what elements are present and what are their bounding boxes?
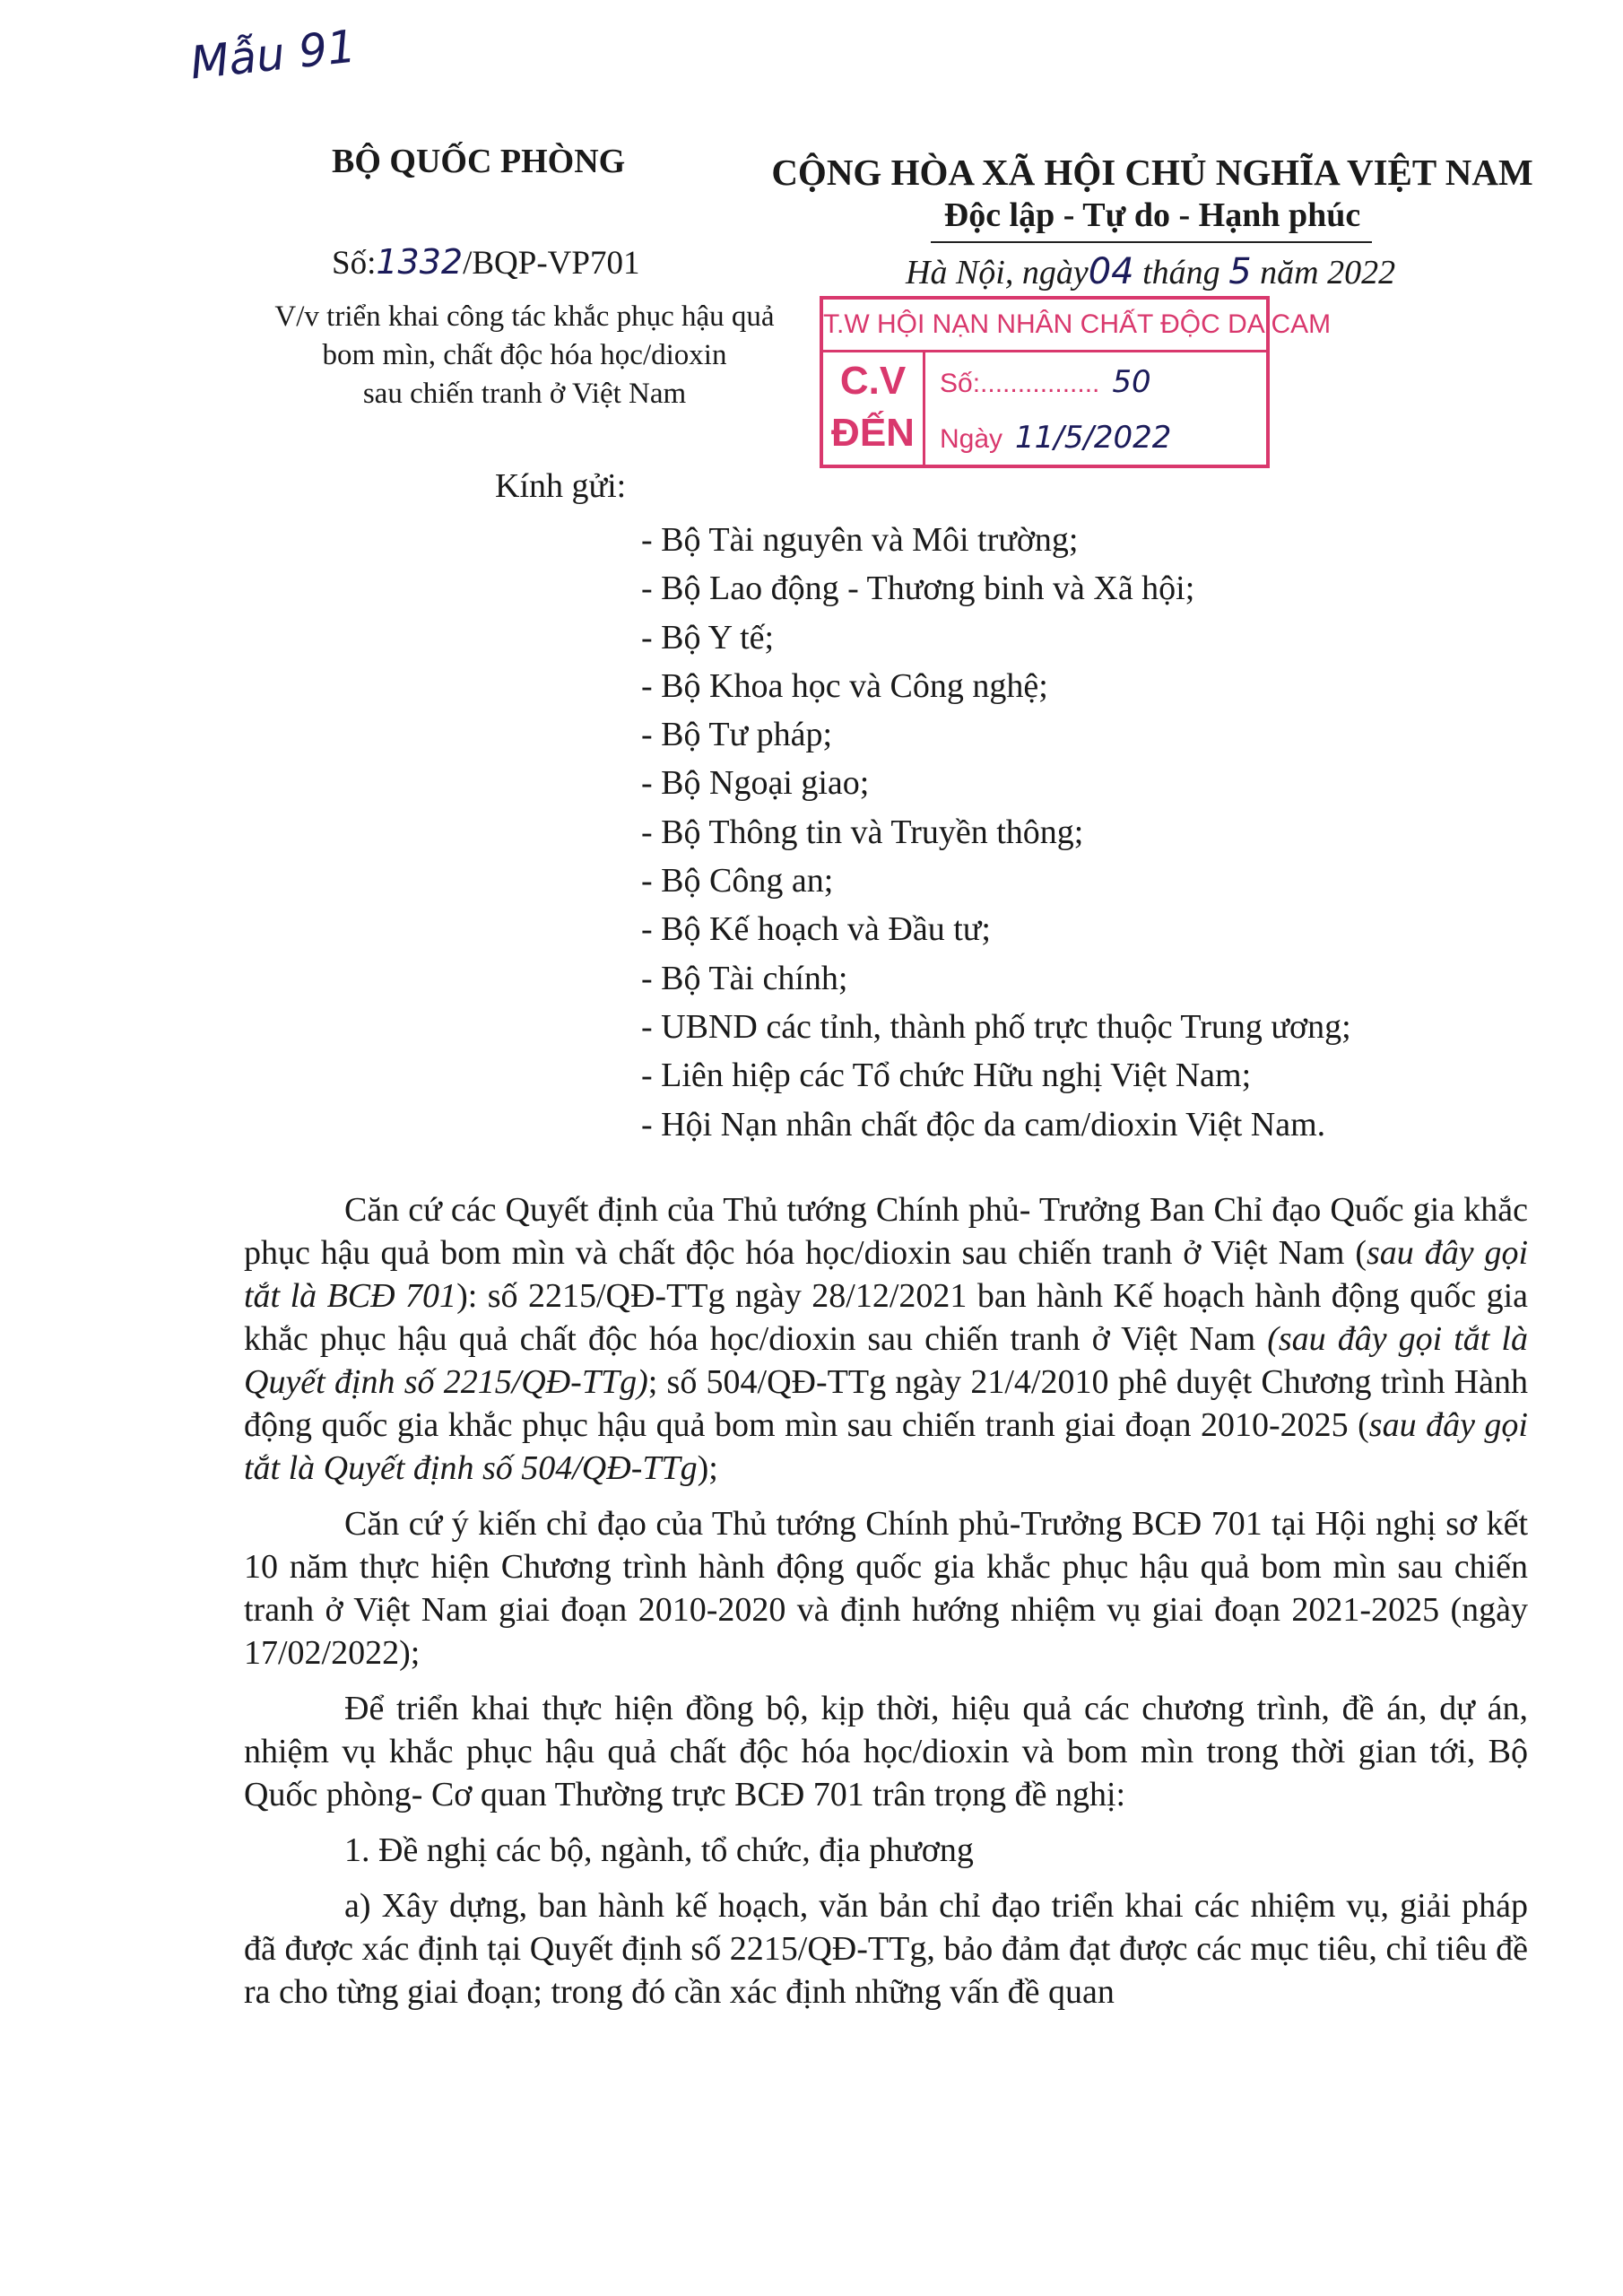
stamp-den-label: ĐẾN (831, 411, 915, 455)
stamp-date-row (940, 420, 1171, 456)
body-paragraph-directive: Căn cứ ý kiến chỉ đạo của Thủ tướng Chính phủ-Trưởng BCĐ 701 tại Hội nghị sơ kết 10 năm thực hiện Chương trình hành động quốc gia khắc phục hậu quả bom mìn sau chiến tranh ở Việt Nam giai đoạn 2010-2020 và định hướng nhiệm vụ giai đoạn 2021-2025 (ngày 17/02/2022); (244, 1505, 1528, 1672)
italic-run: (sau đây gọi tắt là Quyết định số 2215/QĐ-TTg) (244, 1320, 1528, 1401)
recipient-item: - Bộ Ngoại giao; (641, 764, 870, 803)
recipient-item: - Hội Nạn nhân chất độc da cam/dioxin Việt Nam. (641, 1105, 1326, 1144)
date-month-word: tháng (1142, 254, 1220, 291)
document-number (332, 242, 639, 283)
document-number-handwritten: 1332 (376, 242, 464, 282)
handwritten-corner-note: Mẫu 91 (187, 20, 359, 90)
stamp-date-value: 11/5/2022 (1015, 420, 1172, 456)
text-run: ); (697, 1449, 718, 1487)
issuing-organization: BỘ QUỐC PHÒNG (332, 143, 626, 180)
recipient-item: - Bộ Khoa học và Công nghệ; (641, 666, 1048, 705)
subject-line: sau chiến tranh ở Việt Nam (362, 378, 687, 410)
recipient-item: - Bộ Lao động - Thương binh và Xã hội; (641, 570, 1195, 608)
date-year: năm 2022 (1260, 254, 1396, 291)
italic-run: sau đây gọi tắt là BCĐ 701 (244, 1234, 1529, 1315)
italic-run: sau đây gọi tắt là Quyết định số 504/QĐ-TTg (244, 1406, 1528, 1487)
motto-underline (931, 241, 1372, 243)
recipient-item: - Liên hiệp các Tổ chức Hữu nghị Việt Nam; (641, 1057, 1252, 1095)
text-run: ; số 504/QĐ-TTg ngày 21/4/2010 phê duyệt Chương trình Hành động quốc gia khắc phục hậu quả bom mìn sau chiến tranh giai đoạn 2010-2025 ( (244, 1363, 1528, 1444)
stamp-cv-den (823, 350, 925, 466)
recipient-item: - Bộ Tài chính; (641, 959, 848, 997)
date-month-handwritten: 5 (1228, 251, 1252, 292)
subject-line: bom mìn, chất độc hóa học/dioxin (322, 339, 727, 371)
recipient-item: - Bộ Thông tin và Truyền thông; (641, 813, 1084, 851)
national-motto: Độc lập - Tự do - Hạnh phúc (943, 196, 1361, 234)
stamp-number-row (940, 364, 1151, 400)
stamp-header: T.W HỘI NẠN NHÂN CHẤT ĐỘC DA CAM (823, 300, 1266, 352)
document-body (244, 1188, 1528, 2026)
stamp-number-value: 50 (1112, 364, 1151, 400)
recipient-item: - Bộ Kế hoạch và Đầu tư; (641, 910, 991, 949)
text-run: Căn cứ các Quyết định của Thủ tướng Chính phủ- Trưởng Ban Chỉ đạo Quốc gia khắc phục hậu quả bom mìn và chất độc hóa học/dioxin sau chiến tranh ở Việt Nam ( (244, 1191, 1528, 1272)
body-paragraph-item-a: a) Xây dựng, ban hành kế hoạch, văn bản chỉ đạo triển khai các nhiệm vụ, giải pháp đã được xác định tại Quyết định số 2215/QĐ-TTg, bảo đảm đạt được các mục tiêu, chỉ tiêu đề ra cho từng giai đoạn; trong đó cần xác định những vấn đề quan (244, 1887, 1528, 2011)
recipient-item: - Bộ Công an; (641, 862, 834, 900)
recipient-item: - Bộ Tài nguyên và Môi trường; (641, 521, 1079, 559)
stamp-date-label: Ngày (940, 424, 1003, 454)
stamp-number-label: Số:................ (940, 369, 1100, 398)
document-subject (242, 298, 807, 413)
received-stamp (820, 296, 1332, 468)
recipient-item: - Bộ Y tế; (641, 618, 775, 657)
greeting: Kính gửi: (495, 467, 627, 505)
body-paragraph-request: Để triển khai thực hiện đồng bộ, kịp thời, hiệu quả các chương trình, đề án, dự án, nhiệm vụ khắc phục hậu quả chất độc hóa học/dioxin và bom mìn trong thời gian tới, Bộ Quốc phòng- Cơ quan Thường trực BCĐ 701 trân trọng đề nghị: (244, 1690, 1528, 1813)
document-number-suffix: /BQP-VP701 (463, 245, 640, 282)
place-and-date (906, 251, 1395, 292)
body-paragraph-legal-basis (244, 1188, 1528, 1490)
date-prefix: Hà Nội, ngày (906, 254, 1089, 291)
national-title: CỘNG HÒA XÃ HỘI CHỦ NGHĨA VIỆT NAM (771, 152, 1533, 193)
recipient-item: - Bộ Tư pháp; (641, 716, 833, 754)
date-day-handwritten: 04 (1088, 251, 1134, 292)
subject-line: V/v triển khai công tác khắc phục hậu quả (274, 300, 775, 333)
body-section-heading: 1. Đề nghị các bộ, ngành, tổ chức, địa phương (344, 1831, 974, 1869)
recipient-item: - UBND các tỉnh, thành phố trực thuộc Trung ương; (641, 1007, 1351, 1046)
document-number-prefix: Số: (332, 245, 377, 282)
recipient-list (641, 516, 1351, 1149)
stamp-cv-label: C.V (839, 359, 907, 403)
text-run: ): số 2215/QĐ-TTg ngày 28/12/2021 ban hành Kế hoạch hành động quốc gia khắc phục hậu quả chất độc hóa học/dioxin sau chiến tranh ở Việt Nam (244, 1277, 1528, 1358)
